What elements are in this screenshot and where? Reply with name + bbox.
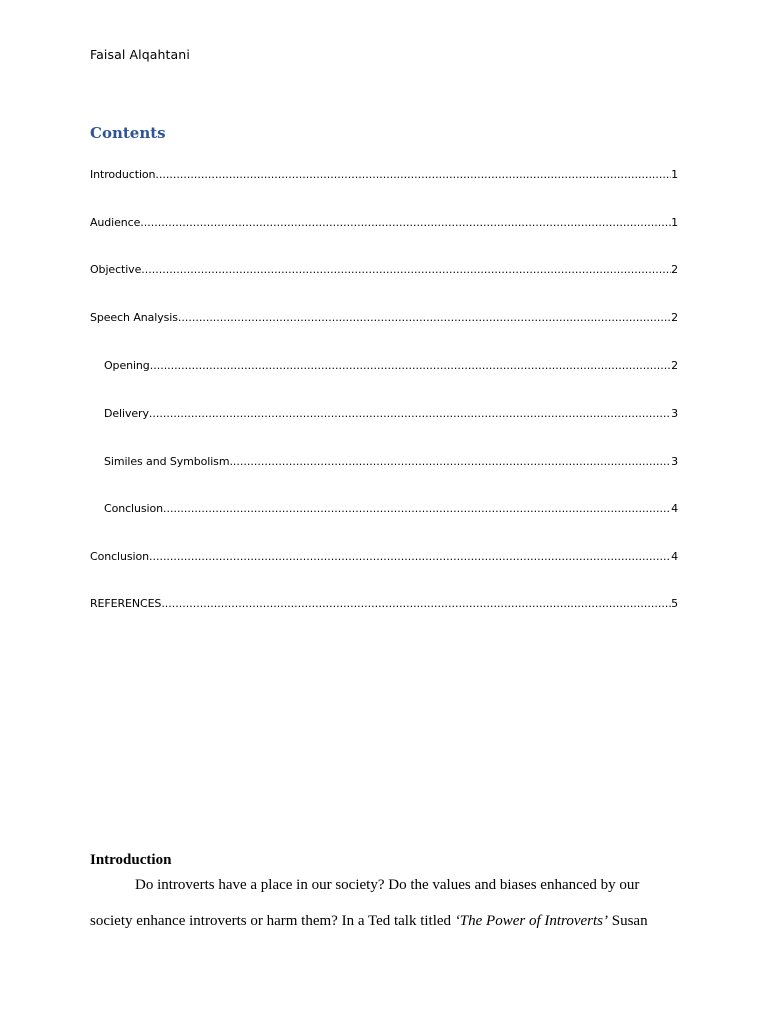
toc-entry-speech-conclusion[interactable]	[104, 502, 678, 516]
introduction-heading: Introduction	[90, 852, 172, 868]
toc-entry-page: 2	[671, 359, 678, 372]
text-run: society enhance introverts or harm them? In a Ted talk titled	[90, 913, 455, 929]
toc-leader-dots	[163, 502, 671, 516]
toc-entry-label: Audience	[90, 216, 141, 229]
toc-entry-objective[interactable]	[90, 263, 678, 277]
introduction-paragraph	[90, 867, 680, 939]
toc-entry-similes-and-symbolism[interactable]	[104, 455, 678, 469]
toc-entry-label: Introduction	[90, 168, 156, 181]
toc-leader-dots	[149, 407, 671, 421]
toc-entry-page: 2	[671, 311, 678, 324]
toc-leader-dots	[141, 263, 671, 277]
toc-entry-audience[interactable]	[90, 216, 678, 230]
toc-entry-label: Conclusion	[90, 550, 149, 563]
toc-entry-label: Opening	[104, 359, 150, 372]
toc-leader-dots	[178, 311, 671, 325]
toc-leader-dots	[229, 455, 671, 469]
toc-leader-dots	[161, 597, 671, 611]
toc-leader-dots	[140, 216, 671, 230]
toc-heading: Contents	[90, 124, 166, 142]
paragraph-line	[90, 903, 680, 939]
paragraph-line: Do introverts have a place in our society? Do the values and biases enhanced by our	[135, 877, 640, 893]
toc-entry-label: Conclusion	[104, 502, 163, 515]
toc-entry-page: 4	[671, 550, 678, 563]
toc-entry-conclusion[interactable]	[90, 550, 678, 564]
toc-entry-page: 3	[671, 455, 678, 468]
toc-entry-label: Delivery	[104, 407, 149, 420]
toc-leader-dots	[155, 168, 671, 182]
toc-entry-page: 1	[671, 216, 678, 229]
toc-entry-label: Objective	[90, 263, 142, 276]
toc-entry-delivery[interactable]	[104, 407, 678, 421]
toc-entry-page: 1	[671, 168, 678, 181]
toc-entry-opening[interactable]	[104, 359, 678, 373]
toc-entry-page: 3	[671, 407, 678, 420]
toc-entry-label: Speech Analysis	[90, 311, 178, 324]
author-name: Faisal Alqahtani	[90, 47, 190, 62]
toc-entry-label: Similes and Symbolism	[104, 455, 230, 468]
toc-leader-dots	[150, 359, 671, 373]
toc-entry-page: 4	[671, 502, 678, 515]
toc-entry-speech-analysis[interactable]	[90, 311, 678, 325]
text-run: Susan	[607, 913, 648, 929]
toc-entry-label: REFERENCES	[90, 597, 162, 610]
talk-title: ‘The Power of Introverts’	[454, 913, 608, 929]
toc-entry-page: 2	[671, 263, 678, 276]
toc-entry-references[interactable]	[90, 597, 678, 611]
toc-entry-page: 5	[671, 597, 678, 610]
toc-leader-dots	[149, 550, 671, 564]
toc-entry-introduction[interactable]	[90, 168, 678, 182]
